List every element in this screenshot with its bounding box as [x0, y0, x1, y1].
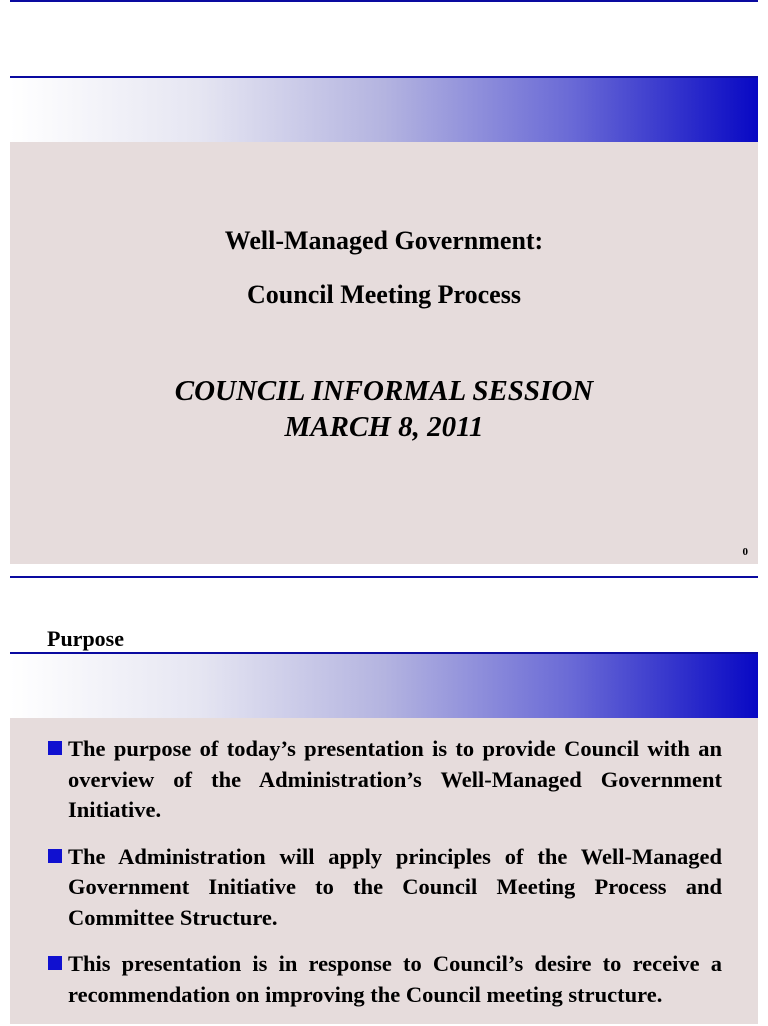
slide2-heading: Purpose — [47, 626, 124, 651]
bullet-text: The Administration will apply principles of the Well-Managed Government Initiative to the Council Meeting Process and Committee Structure. — [68, 843, 722, 930]
slide1-page-number: 0 — [742, 546, 748, 558]
slide1-title-line1: Well-Managed Government: — [224, 226, 544, 255]
bullet-item — [48, 949, 722, 1010]
slide2-gradient-band — [10, 654, 758, 718]
slide1-content-panel — [10, 142, 758, 564]
bullet-item — [48, 842, 722, 934]
slide1-session-name: COUNCIL INFORMAL SESSION — [174, 375, 594, 407]
bullet-text: The purpose of today’s presentation is to provide Council with an overview of the Administration’s Well-Managed Government Initiative. — [68, 736, 722, 822]
square-bullet-icon — [48, 849, 62, 863]
top-divider-line — [10, 0, 758, 2]
slide1-gradient-band — [10, 78, 758, 142]
bullet-item — [48, 734, 722, 826]
slide-separator-line — [10, 576, 758, 578]
square-bullet-icon — [48, 741, 62, 755]
slide1-title-line2: Council Meeting Process — [247, 280, 521, 309]
bullet-text: This presentation is in response to Council’s desire to receive a recommendation on improving the Council meeting structure. — [68, 951, 722, 1007]
square-bullet-icon — [48, 956, 62, 970]
slide2-bullet-list — [48, 734, 722, 1026]
slide1-session-date: MARCH 8, 2011 — [284, 411, 484, 443]
